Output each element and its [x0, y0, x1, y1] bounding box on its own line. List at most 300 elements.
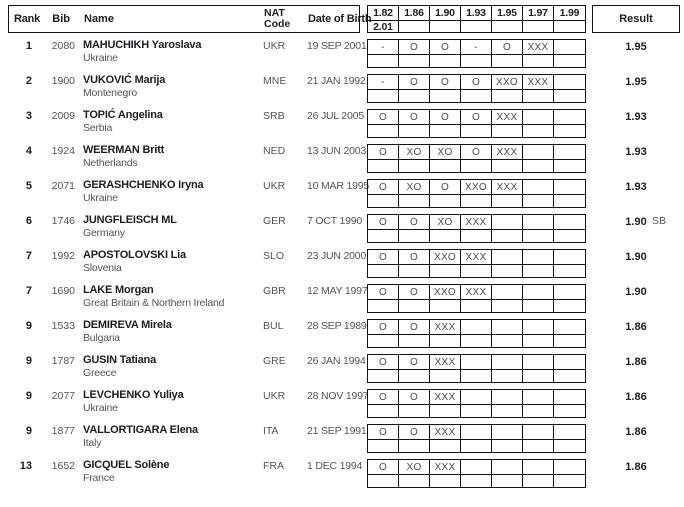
bib-value: 2077	[51, 390, 75, 402]
attempt-empty-cell	[492, 440, 523, 452]
height-label: 1.97	[523, 6, 554, 21]
attempt-mark-cell: O	[368, 425, 399, 440]
attempt-empty-cell	[554, 405, 585, 417]
attempt-empty-cell	[430, 265, 461, 277]
attempt-empty-cell	[554, 265, 585, 277]
attempt-mark-cell	[461, 355, 492, 370]
rank-value: 2	[25, 75, 32, 87]
header-left-box	[8, 5, 372, 33]
athlete-name: LEVCHENKO Yuliya	[83, 389, 184, 401]
result-value: 1.90	[625, 215, 647, 228]
athlete-name: JUNGFLEISCH ML	[83, 214, 177, 226]
attempt-empty-cell	[461, 475, 492, 487]
attempts-grid	[367, 459, 586, 488]
header-dob-label: Date of Birth	[308, 13, 372, 25]
result-value: 1.86	[625, 355, 647, 368]
attempt-mark-cell: -	[461, 40, 492, 55]
header-rank-label: Rank	[14, 13, 41, 25]
attempt-mark-cell: O	[430, 75, 461, 90]
attempts-grid	[367, 214, 586, 243]
attempt-empty-cell	[430, 55, 461, 67]
attempt-empty-cell	[492, 300, 523, 312]
result-value: 1.95	[625, 75, 647, 88]
attempt-mark-cell	[523, 145, 554, 160]
nat-code-value: GER	[263, 215, 286, 227]
nat-code-value: UKR	[263, 180, 286, 192]
height-label: 1.82	[368, 6, 399, 21]
attempt-empty-cell	[368, 405, 399, 417]
table-row	[8, 39, 680, 74]
attempts-grid	[367, 144, 586, 173]
attempt-mark-cell: O	[430, 40, 461, 55]
header-nat-line2: Code	[264, 18, 291, 30]
athlete-country: Italy	[83, 437, 102, 449]
attempt-mark-cell	[523, 355, 554, 370]
attempt-empty-cell	[523, 335, 554, 347]
result-value: 1.86	[625, 460, 647, 473]
attempt-empty-cell	[399, 335, 430, 347]
athlete-country: Serbia	[83, 122, 113, 134]
dob-value: 13 JUN 2003	[307, 145, 367, 157]
attempt-mark-cell: XXX	[492, 145, 523, 160]
result-cell	[592, 424, 680, 439]
bib-value: 1924	[51, 145, 75, 157]
attempt-empty-cell	[461, 230, 492, 242]
attempt-empty-cell	[399, 405, 430, 417]
attempt-mark-cell	[523, 390, 554, 405]
attempt-mark-cell: XO	[399, 460, 430, 475]
bib-value: 1900	[51, 75, 75, 87]
attempt-mark-cell	[523, 215, 554, 230]
dob-value: 23 JUN 2000	[307, 250, 367, 262]
nat-code-value: SRB	[263, 110, 285, 122]
nat-code-value: BUL	[263, 320, 284, 332]
table-row	[8, 319, 680, 354]
attempt-empty-cell	[430, 475, 461, 487]
attempt-empty-cell	[461, 125, 492, 137]
athlete-cell	[83, 214, 263, 243]
attempt-empty-cell	[492, 335, 523, 347]
rank-value: 13	[19, 460, 32, 472]
athlete-country: Germany	[83, 227, 125, 239]
athlete-country: Great Britain & Northern Ireland	[83, 297, 225, 309]
athlete-cell	[83, 249, 263, 278]
attempt-mark-cell: O	[368, 215, 399, 230]
rank-value: 7	[25, 250, 32, 262]
rank-value: 9	[25, 320, 32, 332]
dob-value: 12 MAY 1997	[307, 285, 368, 297]
attempt-empty-cell	[523, 265, 554, 277]
attempt-empty-cell	[554, 90, 585, 102]
attempts-grid	[367, 354, 586, 383]
dob-value: 19 SEP 2001	[307, 40, 367, 52]
height-label: 1.99	[554, 6, 585, 21]
attempt-mark-cell	[461, 425, 492, 440]
nat-code-value: ITA	[263, 425, 279, 437]
attempt-empty-cell	[492, 475, 523, 487]
result-value: 1.93	[625, 145, 647, 158]
athlete-country: Slovenia	[83, 262, 122, 274]
height-label: 1.86	[399, 6, 430, 21]
header-nat-line1: NAT	[264, 7, 285, 19]
athlete-country: Netherlands	[83, 157, 138, 169]
athlete-cell	[83, 74, 263, 103]
attempt-empty-cell	[399, 125, 430, 137]
attempt-empty-cell	[368, 335, 399, 347]
nat-code-value: FRA	[263, 460, 284, 472]
attempt-empty-cell	[554, 335, 585, 347]
attempt-mark-cell: O	[368, 285, 399, 300]
height-label	[554, 21, 585, 32]
attempt-empty-cell	[461, 335, 492, 347]
attempt-mark-cell	[554, 285, 585, 300]
attempt-mark-cell: XXX	[430, 460, 461, 475]
attempt-mark-cell: XXO	[430, 250, 461, 265]
attempt-empty-cell	[368, 370, 399, 382]
athlete-name: TOPIĆ Angelina	[83, 109, 163, 121]
attempt-empty-cell	[492, 125, 523, 137]
attempts-grid	[367, 179, 586, 208]
attempt-mark-cell: O	[461, 75, 492, 90]
header-nat-code-label	[264, 8, 308, 30]
height-label	[399, 21, 430, 32]
athlete-cell	[83, 144, 263, 173]
attempt-mark-cell: O	[368, 320, 399, 335]
attempts-grid	[367, 109, 586, 138]
attempt-empty-cell	[492, 160, 523, 172]
attempt-empty-cell	[430, 90, 461, 102]
attempt-mark-cell: O	[399, 285, 430, 300]
attempts-grid	[367, 249, 586, 278]
attempt-mark-cell: -	[368, 75, 399, 90]
bib-value: 2009	[51, 110, 75, 122]
attempt-mark-cell: O	[368, 460, 399, 475]
nat-code-value: NED	[263, 145, 286, 157]
attempt-empty-cell	[492, 265, 523, 277]
attempt-mark-cell	[523, 180, 554, 195]
athlete-cell	[83, 319, 263, 348]
attempt-mark-cell: XO	[430, 215, 461, 230]
athlete-cell	[83, 389, 263, 418]
table-row	[8, 459, 680, 494]
attempt-mark-cell	[523, 110, 554, 125]
attempt-mark-cell	[492, 250, 523, 265]
result-value: 1.86	[625, 390, 647, 403]
attempt-mark-cell	[554, 40, 585, 55]
attempt-empty-cell	[430, 440, 461, 452]
attempt-mark-cell	[554, 460, 585, 475]
attempt-mark-cell	[554, 110, 585, 125]
attempt-empty-cell	[399, 55, 430, 67]
attempt-empty-cell	[368, 230, 399, 242]
height-label	[461, 21, 492, 32]
height-label: 2.01	[368, 21, 399, 32]
bib-value: 1652	[51, 460, 75, 472]
attempt-mark-cell	[523, 460, 554, 475]
attempt-empty-cell	[430, 300, 461, 312]
attempt-mark-cell: O	[430, 110, 461, 125]
attempt-empty-cell	[523, 230, 554, 242]
athlete-country: Bulgaria	[83, 332, 120, 344]
attempt-empty-cell	[461, 90, 492, 102]
attempt-mark-cell: XXX	[523, 75, 554, 90]
height-label: 1.90	[430, 6, 461, 21]
attempt-mark-cell	[492, 285, 523, 300]
height-label	[492, 21, 523, 32]
attempt-mark-cell	[554, 180, 585, 195]
athlete-name: VALLORTIGARA Elena	[83, 424, 198, 436]
attempt-mark-cell	[554, 215, 585, 230]
athlete-name: GERASHCHENKO Iryna	[83, 179, 204, 191]
attempt-empty-cell	[368, 475, 399, 487]
table-row	[8, 144, 680, 179]
attempt-empty-cell	[399, 370, 430, 382]
dob-value: 21 SEP 1991	[307, 425, 367, 437]
attempts-grid	[367, 39, 586, 68]
attempt-empty-cell	[554, 55, 585, 67]
athlete-country: France	[83, 472, 115, 484]
attempt-empty-cell	[368, 160, 399, 172]
athlete-name: GUSIN Tatiana	[83, 354, 156, 366]
header-name-label: Name	[84, 13, 114, 25]
attempt-empty-cell	[368, 55, 399, 67]
result-value: 1.90	[625, 285, 647, 298]
height-label: 1.93	[461, 6, 492, 21]
header-heights-grid	[367, 5, 586, 33]
athlete-name: GICQUEL Solène	[83, 459, 170, 471]
height-label	[523, 21, 554, 32]
attempt-mark-cell: O	[368, 355, 399, 370]
athlete-cell	[83, 354, 263, 383]
header-bib-label: Bib	[52, 13, 70, 25]
attempt-mark-cell: XXX	[430, 390, 461, 405]
attempt-mark-cell: XXX	[461, 285, 492, 300]
attempts-grid	[367, 389, 586, 418]
attempt-mark-cell: O	[368, 250, 399, 265]
attempt-mark-cell	[461, 460, 492, 475]
attempt-empty-cell	[523, 55, 554, 67]
dob-value: 1 DEC 1994	[307, 460, 363, 472]
attempt-empty-cell	[554, 125, 585, 137]
attempt-empty-cell	[430, 160, 461, 172]
attempt-empty-cell	[461, 195, 492, 207]
bib-value: 1746	[51, 215, 75, 227]
attempt-empty-cell	[399, 300, 430, 312]
athlete-name: VUKOVIĆ Marija	[83, 74, 166, 86]
attempt-empty-cell	[492, 55, 523, 67]
results-sheet	[8, 5, 680, 494]
attempt-empty-cell	[368, 90, 399, 102]
attempt-mark-cell	[492, 460, 523, 475]
attempts-grid	[367, 284, 586, 313]
attempt-mark-cell: O	[399, 390, 430, 405]
attempt-empty-cell	[461, 55, 492, 67]
rank-value: 7	[25, 285, 32, 297]
nat-code-value: MNE	[263, 75, 287, 87]
attempt-empty-cell	[461, 405, 492, 417]
attempt-mark-cell: XXX	[523, 40, 554, 55]
bib-value: 1533	[51, 320, 75, 332]
bib-value: 1877	[51, 425, 75, 437]
athlete-cell	[83, 39, 263, 68]
attempt-empty-cell	[554, 370, 585, 382]
attempt-mark-cell: XXX	[430, 425, 461, 440]
attempt-mark-cell: O	[492, 40, 523, 55]
result-value: 1.86	[625, 425, 647, 438]
result-cell	[592, 214, 680, 229]
attempt-empty-cell	[399, 475, 430, 487]
athlete-cell	[83, 459, 263, 488]
bib-value: 1690	[51, 285, 75, 297]
result-cell	[592, 459, 680, 474]
result-cell	[592, 39, 680, 54]
attempt-mark-cell	[492, 320, 523, 335]
attempt-empty-cell	[368, 195, 399, 207]
attempt-empty-cell	[430, 230, 461, 242]
attempts-grid	[367, 74, 586, 103]
attempt-mark-cell: XXX	[461, 215, 492, 230]
attempt-empty-cell	[399, 230, 430, 242]
attempt-mark-cell: O	[461, 110, 492, 125]
attempts-grid	[367, 319, 586, 348]
attempt-empty-cell	[523, 90, 554, 102]
attempt-mark-cell: O	[399, 250, 430, 265]
nat-code-value: UKR	[263, 390, 286, 402]
athlete-name: LAKE Morgan	[83, 284, 154, 296]
result-cell	[592, 74, 680, 89]
attempt-empty-cell	[368, 125, 399, 137]
attempt-empty-cell	[523, 370, 554, 382]
attempt-mark-cell	[492, 355, 523, 370]
rank-value: 5	[25, 180, 32, 192]
rank-value: 4	[25, 145, 32, 157]
attempt-empty-cell	[461, 370, 492, 382]
table-row	[8, 424, 680, 459]
table-row	[8, 389, 680, 424]
table-row	[8, 284, 680, 319]
dob-value: 7 OCT 1990	[307, 215, 363, 227]
rank-value: 9	[25, 425, 32, 437]
attempt-empty-cell	[523, 440, 554, 452]
result-cell	[592, 179, 680, 194]
attempt-mark-cell: O	[399, 355, 430, 370]
attempt-mark-cell	[523, 285, 554, 300]
dob-value: 21 JAN 1992	[307, 75, 366, 87]
attempt-empty-cell	[492, 405, 523, 417]
attempt-empty-cell	[368, 265, 399, 277]
nat-code-value: GBR	[263, 285, 286, 297]
table-row	[8, 249, 680, 284]
attempt-mark-cell: O	[461, 145, 492, 160]
athlete-cell	[83, 424, 263, 453]
attempt-mark-cell: O	[399, 75, 430, 90]
attempt-mark-cell	[554, 425, 585, 440]
attempt-empty-cell	[430, 335, 461, 347]
height-label	[430, 21, 461, 32]
result-value: 1.90	[625, 250, 647, 263]
attempt-mark-cell: XXX	[430, 355, 461, 370]
result-value: 1.93	[625, 110, 647, 123]
nat-code-value: GRE	[263, 355, 286, 367]
attempt-mark-cell: XO	[430, 145, 461, 160]
attempt-mark-cell: XXX	[492, 180, 523, 195]
attempt-mark-cell: O	[399, 110, 430, 125]
result-value: 1.93	[625, 180, 647, 193]
attempt-empty-cell	[430, 125, 461, 137]
attempt-empty-cell	[399, 195, 430, 207]
rank-value: 1	[25, 40, 32, 52]
attempt-mark-cell: -	[368, 40, 399, 55]
attempt-mark-cell	[523, 320, 554, 335]
attempt-mark-cell	[523, 425, 554, 440]
attempt-mark-cell	[523, 250, 554, 265]
attempt-empty-cell	[492, 370, 523, 382]
attempt-empty-cell	[430, 370, 461, 382]
attempt-empty-cell	[523, 475, 554, 487]
result-cell	[592, 354, 680, 369]
attempt-mark-cell	[554, 75, 585, 90]
result-cell	[592, 284, 680, 299]
attempt-mark-cell	[492, 215, 523, 230]
attempt-empty-cell	[399, 265, 430, 277]
attempt-empty-cell	[554, 300, 585, 312]
result-cell	[592, 109, 680, 124]
dob-value: 26 JAN 1994	[307, 355, 366, 367]
table-row	[8, 109, 680, 144]
attempt-empty-cell	[430, 195, 461, 207]
attempt-empty-cell	[430, 405, 461, 417]
bib-value: 2080	[51, 40, 75, 52]
attempt-empty-cell	[368, 440, 399, 452]
attempt-mark-cell	[554, 355, 585, 370]
attempt-empty-cell	[492, 230, 523, 242]
attempt-empty-cell	[492, 90, 523, 102]
attempt-empty-cell	[399, 90, 430, 102]
attempt-empty-cell	[523, 300, 554, 312]
rank-value: 9	[25, 390, 32, 402]
athlete-name: MAHUCHIKH Yaroslava	[83, 39, 202, 51]
attempt-mark-cell: O	[368, 145, 399, 160]
attempt-mark-cell: O	[399, 215, 430, 230]
attempt-empty-cell	[554, 195, 585, 207]
attempt-mark-cell	[554, 320, 585, 335]
athlete-cell	[83, 179, 263, 208]
dob-value: 26 JUL 2005	[307, 110, 364, 122]
table-row	[8, 214, 680, 249]
table-row	[8, 74, 680, 109]
attempt-mark-cell	[492, 390, 523, 405]
result-value: 1.95	[625, 40, 647, 53]
result-cell	[592, 144, 680, 159]
results-body	[8, 39, 680, 494]
attempt-empty-cell	[523, 405, 554, 417]
result-value: 1.86	[625, 320, 647, 333]
athlete-country: Greece	[83, 367, 117, 379]
athlete-country: Ukraine	[83, 52, 118, 64]
result-cell	[592, 249, 680, 264]
header-result-label: Result	[592, 5, 680, 33]
attempt-empty-cell	[368, 300, 399, 312]
bib-value: 2071	[51, 180, 75, 192]
attempt-empty-cell	[399, 160, 430, 172]
result-cell	[592, 389, 680, 404]
attempt-mark-cell: O	[399, 425, 430, 440]
attempt-mark-cell: XO	[399, 145, 430, 160]
table-header	[8, 5, 680, 33]
attempt-empty-cell	[523, 160, 554, 172]
nat-code-value: SLO	[263, 250, 285, 262]
attempt-mark-cell	[554, 250, 585, 265]
